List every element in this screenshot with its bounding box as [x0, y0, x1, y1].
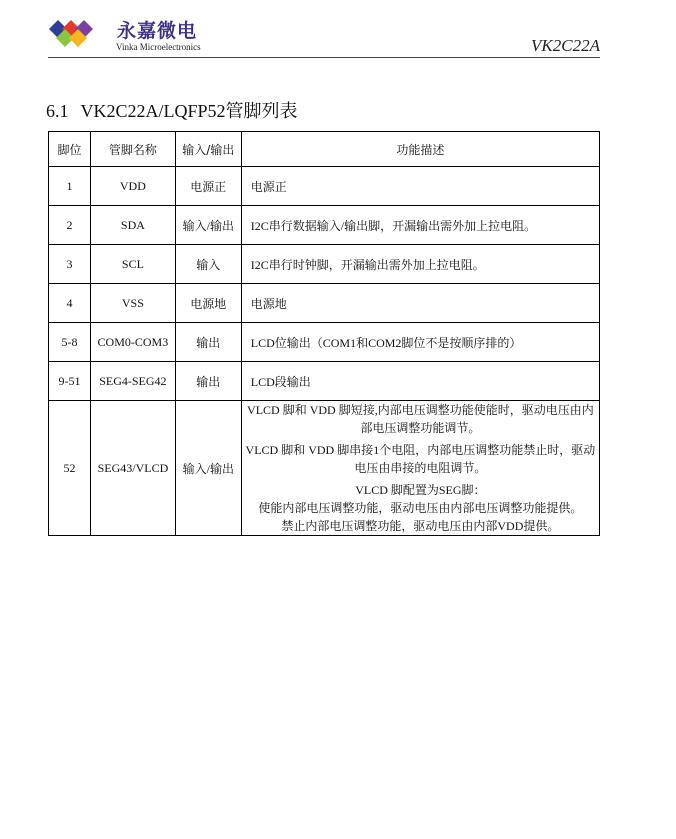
- cell-desc: LCD位输出（COM1和COM2脚位不是按顺序排的）: [241, 323, 599, 362]
- cell-pin: 5-8: [49, 323, 91, 362]
- cell-desc: 电源地: [241, 284, 599, 323]
- table-row: [49, 245, 600, 284]
- page-header: [0, 0, 676, 60]
- header-description: 功能描述: [241, 132, 599, 167]
- desc-paragraph: VLCD 脚和 VDD 脚短接,内部电压调整功能使能时，驱动电压由内部电压调整功能调节。: [247, 403, 594, 435]
- cell-io: 电源地: [175, 284, 241, 323]
- table-row: [49, 284, 600, 323]
- table-row: [49, 401, 600, 536]
- table-row: [49, 167, 600, 206]
- cell-name: COM0-COM3: [90, 323, 175, 362]
- cell-name: SEG4-SEG42: [90, 362, 175, 401]
- cell-pin: 4: [49, 284, 91, 323]
- desc-paragraph: VLCD 脚配置为SEG脚： 使能内部电压调整功能，驱动电压由内部电压调整功能提供。 禁止内部电压调整功能，驱动电压由内部VDD提供。: [258, 483, 583, 533]
- cell-pin: 3: [49, 245, 91, 284]
- cell-desc: I2C串行数据输入/输出脚，开漏输出需外加上拉电阻。: [241, 206, 599, 245]
- cell-pin: 1: [49, 167, 91, 206]
- cell-name: SCL: [90, 245, 175, 284]
- table-row: [49, 362, 600, 401]
- cell-desc: I2C串行时钟脚，开漏输出需外加上拉电阻。: [241, 245, 599, 284]
- cell-pin: 2: [49, 206, 91, 245]
- table-header-row: [49, 132, 600, 167]
- header-io: 输入/输出: [175, 132, 241, 167]
- cell-io: 输入/输出: [175, 206, 241, 245]
- section-number: 6.1: [46, 101, 69, 121]
- cell-io: 输出: [175, 323, 241, 362]
- cell-desc: 电源正: [241, 167, 599, 206]
- cell-io: 输出: [175, 362, 241, 401]
- company-logo-icon: [49, 16, 113, 50]
- cell-io: 电源正: [175, 167, 241, 206]
- cell-pin: 9-51: [49, 362, 91, 401]
- header-divider: [48, 57, 600, 58]
- table-row: [49, 323, 600, 362]
- section-title-text: VK2C22A/LQFP52管脚列表: [80, 101, 298, 121]
- document-id: VK2C22A: [531, 36, 600, 55]
- cell-desc: [241, 401, 599, 536]
- section-title: [46, 97, 298, 123]
- cell-io: 输入/输出: [175, 401, 241, 536]
- header-pin-name: 管脚名称: [90, 132, 175, 167]
- pin-list-table: [48, 131, 600, 536]
- cell-desc: LCD段输出: [241, 362, 599, 401]
- cell-io: 输入: [175, 245, 241, 284]
- company-name-en: Vinka Microelectronics: [116, 42, 201, 52]
- cell-pin: 52: [49, 401, 91, 536]
- company-name-cn: 永嘉微电: [117, 20, 198, 42]
- cell-name: VDD: [90, 167, 175, 206]
- cell-name: VSS: [90, 284, 175, 323]
- desc-paragraph: VLCD 脚和 VDD 脚串接1个电阻，内部电压调整功能禁止时，驱动电压由串接的电阻调节。: [245, 443, 596, 475]
- table-row: [49, 206, 600, 245]
- cell-name: SDA: [90, 206, 175, 245]
- header-pin: 脚位: [49, 132, 91, 167]
- cell-name: SEG43/VLCD: [90, 401, 175, 536]
